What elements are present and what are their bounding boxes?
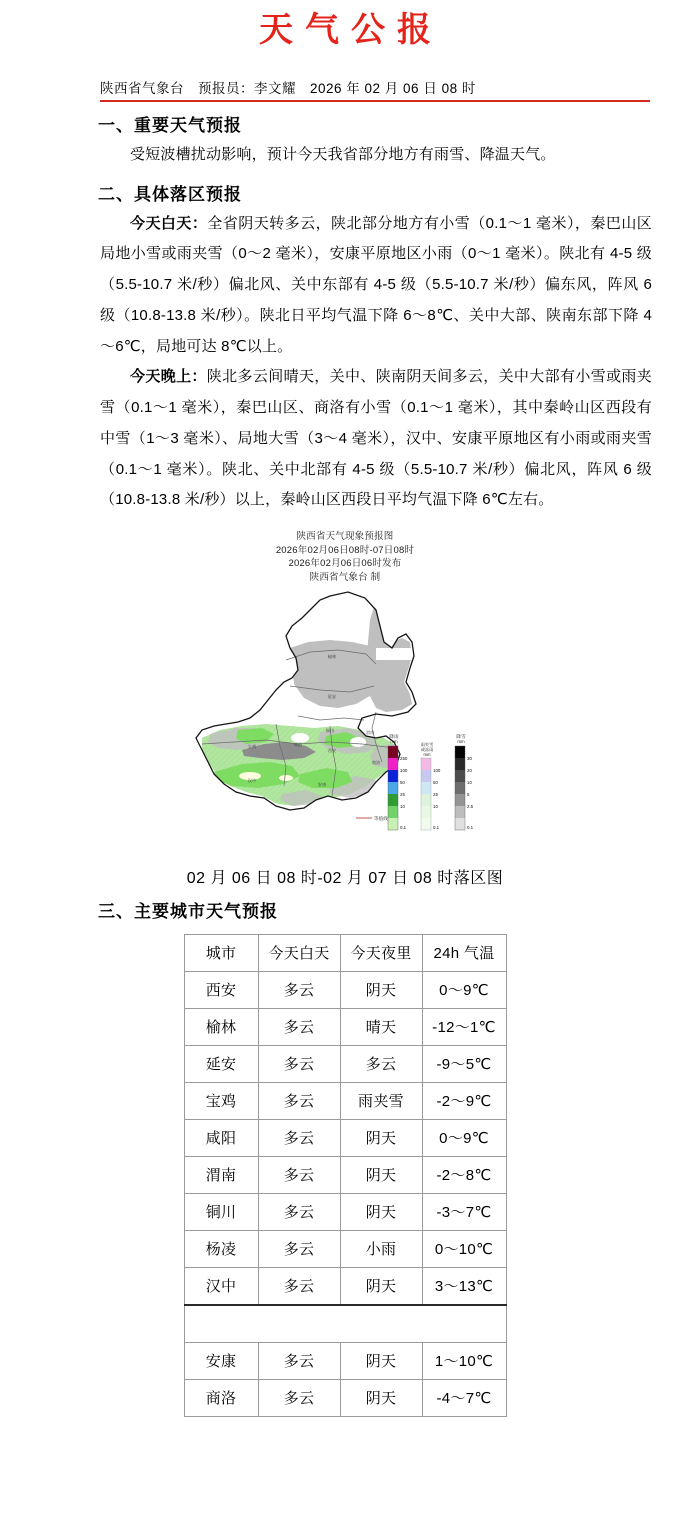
table-header-cell-0: 城市: [184, 934, 258, 971]
map-label-hanzhong: 汉中: [247, 777, 257, 783]
table-cell-value: 1～10℃: [422, 1342, 506, 1379]
legend-sleet-bar: [421, 758, 431, 830]
byline-block: [100, 77, 650, 102]
table-cell-city: 渭南: [184, 1156, 258, 1193]
table-header-cell-1: 今天白天: [258, 934, 340, 971]
legend-snow-tick-2: 10: [467, 779, 472, 785]
legend-rain-tick-4: 10: [400, 803, 405, 809]
map-title-line-4: 陕西省气象台 制: [309, 571, 381, 583]
page-title: 天气公报: [259, 11, 443, 49]
table-cell-value: 阴天: [340, 1119, 422, 1156]
table-cell-value: 多云: [340, 1045, 422, 1082]
table-page-gap-cell: [184, 1305, 506, 1343]
table-row: [184, 1267, 506, 1305]
legend-snow-tick-3: 5: [467, 791, 470, 797]
table-cell-value: 阴天: [340, 1193, 422, 1230]
forecast-map-block: [0, 530, 690, 888]
table-cell-city: 汉中: [184, 1267, 258, 1305]
legend-sleet-header2: 或冻雨: [420, 746, 434, 752]
legend-rain-tick-2: 50: [400, 779, 405, 785]
legend-rain-tick-0: 250: [400, 755, 408, 761]
table-cell-value: -12～1℃: [422, 1008, 506, 1045]
map-hole-4: [279, 775, 293, 781]
map-label-yulin: 榆林: [327, 653, 337, 659]
map-label-xian: 西安: [327, 747, 337, 753]
legend-snow-tick-1: 20: [467, 767, 472, 773]
legend-rain-tick-5: 0.1: [400, 824, 407, 830]
table-cell-value: 0～10℃: [422, 1230, 506, 1267]
table-cell-city: 咸阳: [184, 1119, 258, 1156]
legend-sleet-tick-4: 0.1: [433, 824, 440, 830]
map-label-ankang: 安康: [317, 781, 327, 787]
map-label-yanan: 延安: [327, 693, 337, 699]
table-cell-city: 安康: [184, 1342, 258, 1379]
map-label-shangluo: 商洛: [371, 759, 381, 765]
city-forecast-table-wrap: [0, 934, 690, 1417]
table-cell-value: 多云: [258, 1342, 340, 1379]
table-cell-value: 多云: [258, 971, 340, 1008]
legend-rain-bar: [388, 746, 398, 830]
section-heading-one: 一、重要天气预报: [98, 115, 242, 135]
section-heading-three: 三、主要城市天气预报: [98, 901, 278, 921]
table-row: [184, 1379, 506, 1416]
table-cell-city: 商洛: [184, 1379, 258, 1416]
table-cell-value: 多云: [258, 1193, 340, 1230]
nighttime-label: 今天晚上：: [130, 368, 207, 386]
byline-text: 陕西省气象台 预报员：李文耀 2026 年 02 月 06 日 08 时: [100, 80, 476, 96]
daytime-forecast-paragraph: [100, 209, 652, 363]
nighttime-forecast-paragraph: [100, 362, 652, 516]
table-cell-city: 铜川: [184, 1193, 258, 1230]
table-cell-value: -2～8℃: [422, 1156, 506, 1193]
legend-snow-ticks: [467, 756, 474, 830]
table-cell-value: 小雨: [340, 1230, 422, 1267]
daytime-label: 今天白天：: [130, 214, 208, 232]
shaanxi-precipitation-map: [180, 586, 510, 861]
table-cell-value: 雨夹雪: [340, 1082, 422, 1119]
map-title-line-2: 2026年02月06日08时-07日08时: [275, 544, 415, 556]
table-cell-value: 阴天: [340, 1342, 422, 1379]
legend-sleet-tick-0: 100: [433, 767, 441, 773]
table-row: [184, 1230, 506, 1267]
table-cell-value: 阴天: [340, 1156, 422, 1193]
table-cell-value: 多云: [258, 1082, 340, 1119]
table-header-row: [184, 934, 506, 971]
legend-rain-tick-3: 25: [400, 791, 405, 797]
map-label-baoji: 宝鸡: [247, 743, 257, 749]
legend-sleet-tick-2: 25: [433, 791, 438, 797]
table-cell-value: 0～9℃: [422, 971, 506, 1008]
map-title-line-1: 陕西省天气现象预报图: [296, 531, 394, 543]
section-heading-two: 二、具体落区预报: [98, 184, 242, 204]
legend-contour-label: 等值线: [374, 815, 388, 821]
table-cell-value: 多云: [258, 1119, 340, 1156]
table-header-cell-3: 24h 气温: [422, 934, 506, 971]
table-cell-value: 多云: [258, 1008, 340, 1045]
legend-snow-header2: mm: [457, 738, 465, 744]
table-cell-city: 杨凌: [184, 1230, 258, 1267]
map-svg: [180, 586, 510, 861]
table-cell-value: 晴天: [340, 1008, 422, 1045]
table-cell-value: 阴天: [340, 1267, 422, 1305]
table-cell-value: 阴天: [340, 971, 422, 1008]
legend-rain-ticks: [400, 756, 408, 830]
table-cell-city: 西安: [184, 971, 258, 1008]
map-label-weinan: 渭南: [365, 729, 375, 735]
table-header-cell-2: 今天夜里: [340, 934, 422, 971]
table-row: [184, 1008, 506, 1045]
map-title-lines: [0, 530, 690, 584]
legend-snow-header1: 降雪: [456, 733, 466, 739]
table-row: [184, 1342, 506, 1379]
section-one-body: 受短波槽扰动影响，预计今天我省部分地方有雨雪、降温天气。: [130, 145, 556, 163]
legend-rain-header1: 降雨: [389, 733, 399, 739]
snow-gap-band: [376, 648, 412, 660]
table-cell-value: 多云: [258, 1156, 340, 1193]
city-forecast-table: [184, 934, 507, 1417]
map-title-line-3: 2026年02月06日06时发布: [288, 558, 402, 570]
table-cell-value: 多云: [258, 1045, 340, 1082]
table-row: [184, 971, 506, 1008]
legend-sleet-tick-1: 50: [433, 779, 438, 785]
legend-sleet-tick-3: 10: [433, 803, 438, 809]
legend-sleet-header3: mm: [423, 751, 431, 757]
table-cell-value: 3～13℃: [422, 1267, 506, 1305]
table-cell-value: 阴天: [340, 1379, 422, 1416]
table-cell-value: 多云: [258, 1230, 340, 1267]
table-cell-city: 延安: [184, 1045, 258, 1082]
map-label-tongchuan: 铜川: [325, 727, 335, 733]
daytime-text: 全省阴天转多云，陕北部分地方有小雪（0.1～1 毫米），秦巴山区局地小雪或雨夹雪（0～2 毫米），安康平原地区小雨（0～1 毫米）。陕北有 4-5 级（5.5-10.7 米/秒）偏北风、关中东部有 4-5 级（5.5-10.7 米/秒）偏东风，阵风 6 级（10.8-13.8 米/秒）。陕北日平均气温下降 6～8℃、关中大部、陕南东部下降 4～6℃，局地可达 8℃以上。: [100, 214, 652, 355]
table-cell-city: 宝鸡: [184, 1082, 258, 1119]
legend-sleet-header1: 雨夹雪: [420, 741, 434, 747]
legend-snow-bar: [455, 746, 465, 830]
nighttime-text: 陕北多云间晴天，关中、陕南阴天间多云，关中大部有小雪或雨夹雪（0.1～1 毫米），秦巴山区、商洛有小雪（0.1～1 毫米），其中秦岭山区西段有中雪（1～3 毫米）、局地大雪（3～4 毫米），汉中、安康平原地区有小雨或雨夹雪（0.1～1 毫米）。陕北、关中北部有 4-5 级（5.5-10.7 米/秒）偏北风，阵风 6 级（10.8-13.8 米/秒）以上，秦岭山区西段日平均气温下降 6℃左右。: [100, 368, 652, 509]
legend-snow-tick-4: 2.5: [467, 803, 474, 809]
table-cell-value: 多云: [258, 1267, 340, 1305]
legend-snow-tick-5: 0.1: [467, 824, 474, 830]
table-cell-value: -2～9℃: [422, 1082, 506, 1119]
table-row: [184, 1156, 506, 1193]
legend-snow-tick-0: 30: [467, 755, 472, 761]
map-figure-caption: 02 月 06 日 08 时-02 月 07 日 08 时落区图: [186, 869, 504, 887]
table-cell-value: 0～9℃: [422, 1119, 506, 1156]
table-row: [184, 1119, 506, 1156]
table-row: [184, 1045, 506, 1082]
legend-rain-header2: mm: [390, 738, 398, 744]
table-cell-city: 榆林: [184, 1008, 258, 1045]
legend-sleet-ticks: [433, 768, 441, 830]
table-cell-value: -3～7℃: [422, 1193, 506, 1230]
table-row: [184, 1193, 506, 1230]
table-cell-value: -9～5℃: [422, 1045, 506, 1082]
table-cell-value: 多云: [258, 1379, 340, 1416]
table-page-gap: [184, 1305, 506, 1343]
map-hole-2: [350, 737, 366, 747]
map-label-xianyang: 咸阳: [293, 741, 303, 747]
table-row: [184, 1082, 506, 1119]
legend-rain-tick-1: 100: [400, 767, 408, 773]
table-cell-value: -4～7℃: [422, 1379, 506, 1416]
